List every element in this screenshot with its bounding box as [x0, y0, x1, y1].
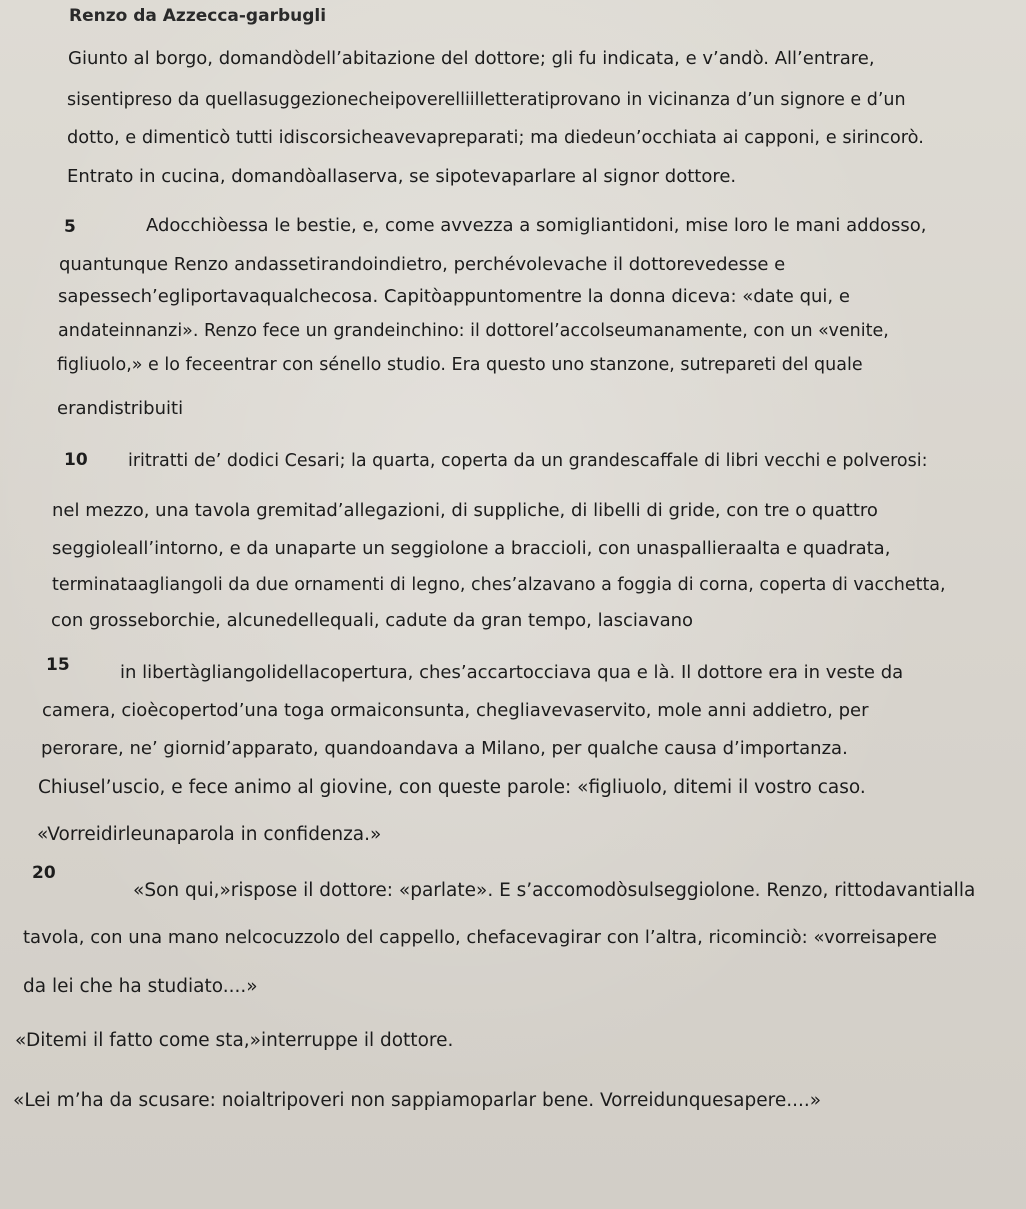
- text-line: terminataagliangoli da due ornamenti di legno, ches’alzavano a foggia di corna, coperta di vacchetta,: [52, 575, 946, 595]
- text-line: iritratti de’ dodici Cesari; la quarta, coperta da un grandescaffale di libri vecchi e polverosi:: [128, 451, 928, 471]
- text-line: figliuolo,» e lo feceentrar con sénello studio. Era questo uno stanzone, sutrepareti del quale: [57, 355, 863, 375]
- text-line: sapessech’egliportavaqualchecosa. Capitòappuntomentre la donna diceva: «date qui, e: [58, 286, 850, 307]
- text-line: seggioleall’intorno, e da unaparte un seggiolone a braccioli, con unaspallieraalta e quadrata,: [52, 538, 891, 559]
- text-line: «Lei m’ha da scusare: noialtripoveri non sappiamoparlar bene. Vorreidunquesapere....»: [13, 1090, 822, 1111]
- text-line: «Vorreidirleunaparola in confidenza.»: [37, 824, 382, 845]
- text-line: erandistribuiti: [57, 398, 184, 419]
- text-line: «Son qui,»rispose il dottore: «parlate». E s’accomodòsulseggiolone. Renzo, rittodavantialla: [133, 880, 976, 901]
- text-line: quantunque Renzo andassetirandoindietro, perchévolevache il dottorevedesse e: [59, 254, 786, 275]
- text-line: tavola, con una mano nelcocuzzolo del cappello, chefacevagirar con l’altra, ricominciò: «vorreisapere: [23, 927, 937, 948]
- text-line: «Ditemi il fatto come sta,»interruppe il dottore.: [15, 1030, 454, 1051]
- text-line: nel mezzo, una tavola gremitad’allegazioni, di suppliche, di libelli di gride, con tre o quattro: [52, 500, 878, 521]
- text-line: da lei che ha studiato....»: [23, 976, 258, 997]
- text-line: Adocchiòessa le bestie, e, come avvezza a somigliantidoni, mise loro le mani addosso,: [146, 215, 927, 236]
- text-line: sisentipreso da quellasuggezionecheipoverelliilletteratiprovano in vicinanza d’un signore e d’un: [67, 90, 906, 110]
- text-line: andateinnanzi». Renzo fece un grandeinchino: il dottorel’accolseumanamente, con un «venite,: [58, 321, 889, 341]
- text-line: con grosseborchie, alcunedellequali, cadute da gran tempo, lasciavano: [51, 610, 694, 631]
- text-line: Chiusel’uscio, e fece animo al giovine, con queste parole: «figliuolo, ditemi il vostro caso.: [38, 777, 866, 798]
- line-number-10: 10: [64, 450, 88, 470]
- text-line: in libertàgliangolidellacopertura, ches’accartocciava qua e là. Il dottore era in veste da: [120, 662, 904, 683]
- text-line: Entrato in cucina, domandòallaserva, se sipotevaparlare al signor dottore.: [67, 166, 737, 187]
- line-number-5: 5: [64, 217, 76, 237]
- text-line: perorare, ne’ giornid’apparato, quandoandava a Milano, per qualche causa d’importanza.: [41, 738, 848, 759]
- line-number-20: 20: [32, 863, 56, 883]
- page-title: Renzo da Azzecca-garbugli: [69, 6, 327, 26]
- text-line: camera, cioècopertod’una toga ormaiconsunta, chegliavevaservito, mole anni addietro, per: [42, 700, 869, 721]
- text-line: Giunto al borgo, domandòdell’abitazione del dottore; gli fu indicata, e v’andò. All’entrare,: [68, 48, 875, 69]
- text-line: dotto, e dimenticò tutti idiscorsicheavevapreparati; ma diedeun’occhiata ai capponi, e sirincorò.: [67, 127, 924, 148]
- line-number-15: 15: [46, 655, 70, 675]
